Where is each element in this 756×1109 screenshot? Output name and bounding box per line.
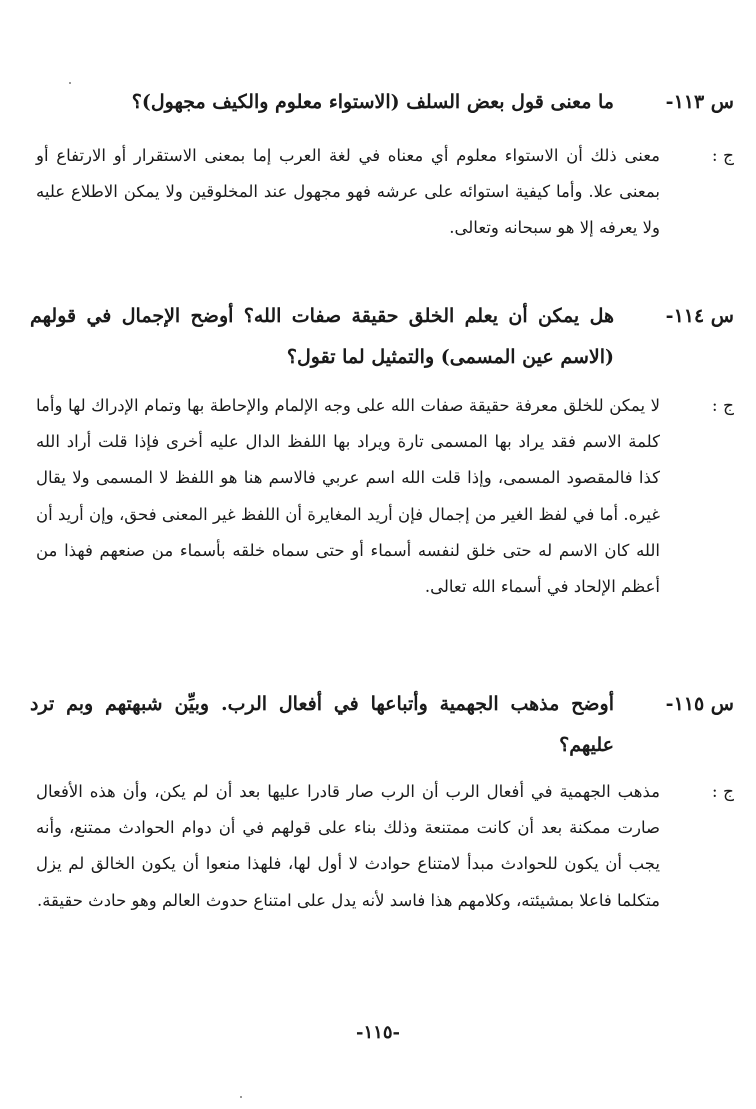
question-text: هل يمكن أن يعلم الخلق حقيقة صفات الله؟ أوضح الإجمال في قولهم (الاسم عين المسمى) والتمثيل لما تقول؟ (30, 305, 614, 368)
answer-marker: ج : (711, 782, 734, 802)
answer-marker: ج : (711, 396, 734, 416)
answer-marker: ج : (711, 146, 734, 166)
answer-text: لا يمكن للخلق معرفة حقيقة صفات الله على وجه الإلمام والإحاطة بها وتمام الإدراك لها وأما كلمة الاسم فقد يراد بها المسمى تارة ويراد بها اللفظ الدال عليه أخرى فإذا قلت أراد الله كذا فالمقصود المسمى، وإذا قلت الله اسم عربي فالاسم هنا هو اللفظ لا المسمى ولا يقال غيره. أما في لفظ الغير من إجمال فإن أريد المغايرة أن اللفظ غير المعنى فحق، وإن أريد أن الله كان الاسم له حتى خلق لنفسه أسماء أو حتى سماه خلقه بأسماء من صنعهم فهذا من أعظم الإلحاد في أسماء الله تعالى. (36, 396, 660, 597)
question-number: س ١١٣- (665, 91, 734, 113)
question-text: أوضح مذهب الجهمية وأتباعها في أفعال الرب. وبيِّن شبهتهم وبم ترد عليهم؟ (30, 693, 614, 756)
scan-speck (240, 1096, 242, 1098)
question-113 (0, 82, 756, 142)
page-number: -١١٥- (356, 1022, 400, 1043)
question-114 (0, 296, 756, 386)
question-115 (0, 684, 756, 774)
question-number: س ١١٤- (665, 305, 734, 327)
question-number: س ١١٥- (665, 693, 734, 715)
answer-text: مذهب الجهمية في أفعال الرب أن الرب صار قادرا عليها بعد أن لم يكن، وأن هذه الأفعال صارت ممكنة بعد أن كانت ممتنعة وذلك بناء على قولهم في أن دوام الحوادث ممتنع، وأنه يجب أن يكون للحوادث مبدأ لامتناع حوادث لا أول لها، فلهذا منعوا أن يكون الخالق لم يزل متكلما فاعلا بمشيئته، وكلامهم هذا فاسد لأنه يدل على امتناع حدوث العالم وهو حادث حقيقة. (36, 782, 660, 910)
question-text: ما معنى قول بعض السلف (الاستواء معلوم والكيف مجهول)؟ (131, 91, 614, 113)
answer-text: معنى ذلك أن الاستواء معلوم أي معناه في لغة العرب إما بمعنى الاستقرار أو الارتفاع أو بمعنى علا. وأما كيفية استوائه على عرشه فهو مجهول عند المخلوقين ولا يمكن الاطلاع عليه ولا يعرفه إلا هو سبحانه وتعالى. (36, 146, 660, 238)
